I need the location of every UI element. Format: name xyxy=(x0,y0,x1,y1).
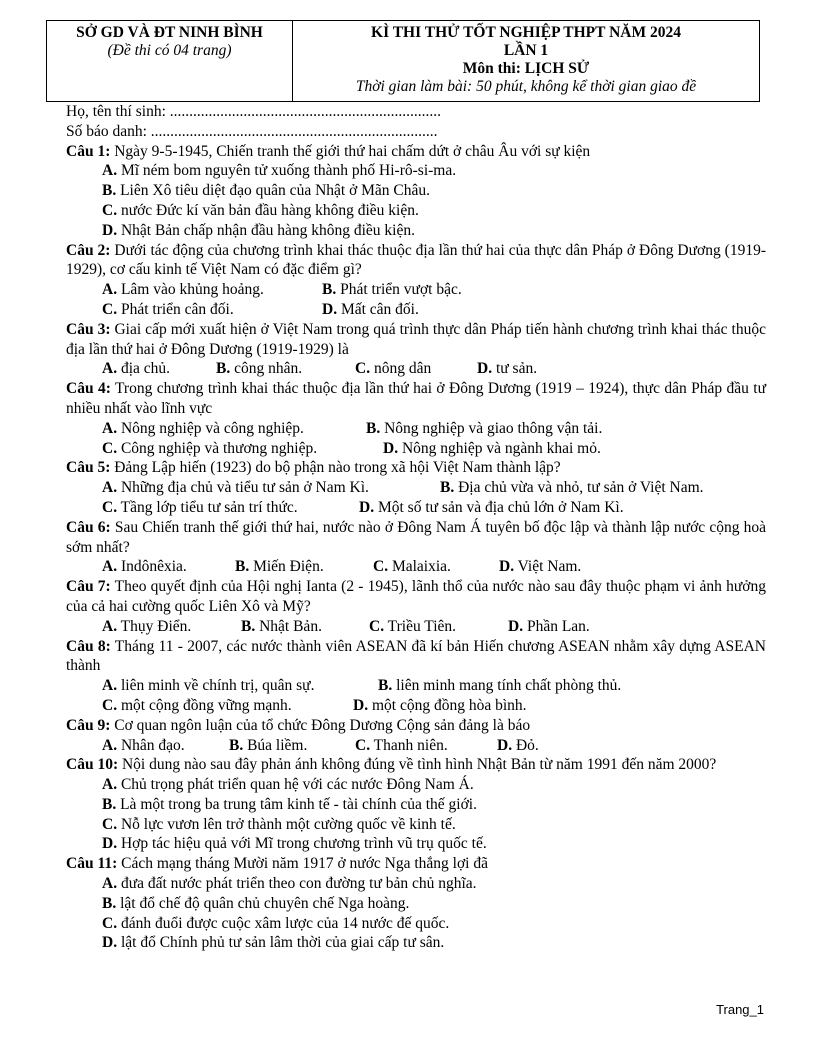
option-a: A. Thụy Điển. xyxy=(102,617,192,635)
question-text: Cách mạng tháng Mười năm 1917 ở nước Nga thắng lợi đã xyxy=(117,855,488,873)
question-5 xyxy=(66,458,766,478)
option-d: D. Đỏ. xyxy=(497,736,539,754)
option-b: B. Địa chủ vừa và nhỏ, tư sản ở Việt Nam. xyxy=(440,479,704,497)
question-label: Câu 10: xyxy=(66,756,119,774)
question-label: Câu 7: xyxy=(66,578,111,596)
question-text: Ngày 9-5-1945, Chiến tranh thế giới thứ hai chấm dứt ở châu Âu với sự kiện xyxy=(110,142,591,160)
question-text: Theo quyết định của Hội nghị Ianta (2 - 1945), lãnh thổ của nước nào sau đây thuộc phạm vi ảnh hưởng của cả hai cường quốc Liên Xô và Mỹ? xyxy=(66,578,766,615)
question-2 xyxy=(66,241,766,281)
option-d: D. Nông nghiệp và ngành khai mỏ. xyxy=(383,439,601,457)
option-a: A. liên minh về chính trị, quân sự. xyxy=(102,677,315,695)
question-label: Câu 4: xyxy=(66,380,111,398)
question-8 xyxy=(66,637,766,677)
option-a: A. Indônêxia. xyxy=(102,558,187,576)
options-row-cd xyxy=(66,300,766,320)
option-d: D. lật đổ Chính phủ tư sản lâm thời của giai cấp tư sân. xyxy=(102,934,445,952)
option-a: A. Lâm vào khủng hoảng. xyxy=(102,281,264,299)
page-number: Trang_1 xyxy=(716,1002,764,1017)
options-row xyxy=(66,736,766,756)
exam-content xyxy=(66,102,766,953)
options-row-ab xyxy=(66,280,766,300)
question-text: Trong chương trình khai thác thuộc địa lần thứ hai ở Đông Dương (1919 – 1924), thực dân Pháp đầu tư nhiều nhất vào lĩnh vực xyxy=(66,380,766,417)
option-c: C. Phát triển cân đối. xyxy=(102,300,234,318)
options-row-cd xyxy=(66,439,766,459)
option-c: C. nông dân xyxy=(355,360,432,378)
exam-title: KÌ THI THỬ TỐT NGHIỆP THPT NĂM 2024 xyxy=(371,24,681,41)
option-c: C. Triều Tiên. xyxy=(369,617,457,635)
question-label: Câu 6: xyxy=(66,518,111,536)
header-left-cell xyxy=(47,21,293,101)
option-a: A. Nông nghiệp và công nghiệp. xyxy=(102,419,304,437)
student-name-line: Họ, tên thí sinh: ...................................................................... xyxy=(66,103,442,120)
question-text: Sau Chiến tranh thế giới thứ hai, nước nào ở Đông Nam Á tuyên bố độc lập và thành lập nước cộng hoà sớm nhất? xyxy=(66,518,766,556)
option-b: B. công nhân. xyxy=(216,360,303,378)
options-row-ab xyxy=(66,419,766,439)
options-row-cd xyxy=(66,696,766,716)
exam-time: Thời gian làm bài: 50 phút, không kể thời gian giao đề xyxy=(355,78,697,95)
question-text: Dưới tác động của chương trình khai thác thuộc địa lần thứ hai của thực dân Pháp ở Đông Dương (1919-1929), cơ cấu kinh tế Việt Nam có đặc điểm gì? xyxy=(66,241,766,279)
option-b: B. Nông nghiệp và giao thông vận tải. xyxy=(366,419,603,437)
option-c: C. Nỗ lực vươn lên trở thành một cường quốc về kinh tế. xyxy=(102,815,456,833)
exam-round: LẦN 1 xyxy=(503,42,549,59)
question-label: Câu 11: xyxy=(66,855,118,873)
option-d: D. Một số tư sản và địa chủ lớn ở Nam Kì. xyxy=(359,498,624,516)
option-d: D. Mất cân đối. xyxy=(322,300,419,318)
option-a: A. Nhân đạo. xyxy=(102,736,185,754)
question-6 xyxy=(66,518,766,558)
question-label: Câu 8: xyxy=(66,637,111,655)
options-row-ab xyxy=(66,676,766,696)
question-label: Câu 5: xyxy=(66,459,111,477)
option-b: B. Búa liềm. xyxy=(229,736,308,754)
question-3 xyxy=(66,320,766,360)
option-d: D. một cộng đồng hòa bình. xyxy=(353,696,527,714)
option-c: C. nước Đức kí văn bản đầu hàng không điều kiện. xyxy=(102,201,419,219)
question-label: Câu 1: xyxy=(66,142,111,160)
option-a: A. Mĩ ném bom nguyên tử xuống thành phố Hi-rô-si-ma. xyxy=(102,162,457,180)
question-label: Câu 2: xyxy=(66,241,111,259)
option-b: B. Là một trong ba trung tâm kinh tế - tài chính của thế giới. xyxy=(102,795,477,813)
question-10 xyxy=(66,755,766,775)
question-text: Nội dung nào sau đây phản ánh không đúng về tình hình Nhật Bản từ năm 1991 đến năm 2000? xyxy=(118,756,717,774)
question-9 xyxy=(66,716,766,736)
option-a: A. đưa đất nước phát triển theo con đường tư bản chủ nghĩa. xyxy=(102,875,477,893)
option-c: C. Công nghiệp và thương nghiệp. xyxy=(102,439,318,457)
option-c: C. Tầng lớp tiểu tư sản trí thức. xyxy=(102,498,298,516)
option-b: B. lật đổ chế độ quân chủ chuyên chế Nga hoàng. xyxy=(102,894,410,912)
option-b: B. Liên Xô tiêu diệt đạo quân của Nhật ở Mãn Châu. xyxy=(102,182,431,200)
option-b: B. Phát triển vượt bậc. xyxy=(322,281,462,299)
option-c: C. đánh đuổi được cuộc xâm lược của 14 nước đế quốc. xyxy=(102,914,450,932)
option-d: D. Nhật Bản chấp nhận đầu hàng không điều kiện. xyxy=(102,221,415,239)
question-text: Tháng 11 - 2007, các nước thành viên ASEAN đã kí bản Hiến chương ASEAN nhằm xây dựng ASEAN thành xyxy=(66,637,766,675)
option-b: B. liên minh mang tính chất phòng thủ. xyxy=(378,677,622,695)
question-1 xyxy=(66,142,766,162)
student-id-line: Số báo danh: .......................................................................... xyxy=(66,122,438,140)
options-row-cd xyxy=(66,498,766,518)
option-d: D. Phần Lan. xyxy=(508,617,590,635)
page-count-note: (Đề thi có 04 trang) xyxy=(107,42,232,59)
question-text: Giai cấp mới xuất hiện ở Việt Nam trong quá trình thực dân Pháp tiến hành chương trình khai thác thuộc địa lần thứ hai ở Đông Dương (1919-1929) là xyxy=(66,320,766,358)
option-a: A. Những địa chủ và tiểu tư sản ở Nam Kì. xyxy=(102,479,369,497)
options-row xyxy=(66,617,766,637)
option-c: C. Malaixia. xyxy=(373,558,451,576)
exam-header xyxy=(46,20,760,102)
question-text: Đảng Lập hiến (1923) do bộ phận nào trong xã hội Việt Nam thành lập? xyxy=(110,459,561,477)
question-label: Câu 9: xyxy=(66,716,111,734)
option-c: C. một cộng đồng vững mạnh. xyxy=(102,696,292,714)
options-row xyxy=(66,557,766,577)
header-right-cell xyxy=(293,21,759,101)
option-b: B. Nhật Bản. xyxy=(241,617,322,635)
option-b: B. Miến Điện. xyxy=(235,558,324,576)
option-c: C. Thanh niên. xyxy=(355,736,448,754)
options-row xyxy=(66,359,766,379)
question-7 xyxy=(66,577,766,617)
options-row-ab xyxy=(66,478,766,498)
question-4 xyxy=(66,379,766,419)
department-name: SỞ GD VÀ ĐT NINH BÌNH xyxy=(76,24,263,41)
option-d: D. Hợp tác hiệu quả với Mĩ trong chương trình vũ trụ quốc tế. xyxy=(102,835,487,853)
question-label: Câu 3: xyxy=(66,320,111,338)
option-a: A. địa chủ. xyxy=(102,360,171,378)
question-11 xyxy=(66,854,766,874)
question-text: Cơ quan ngôn luận của tổ chức Đông Dương Cộng sản đảng là báo xyxy=(110,716,531,734)
exam-subject: Môn thi: LỊCH SỬ xyxy=(462,60,590,77)
option-d: D. tư sản. xyxy=(477,360,538,378)
option-a: A. Chủ trọng phát triển quan hệ với các nước Đông Nam Á. xyxy=(102,776,474,794)
option-d: D. Việt Nam. xyxy=(499,558,582,576)
